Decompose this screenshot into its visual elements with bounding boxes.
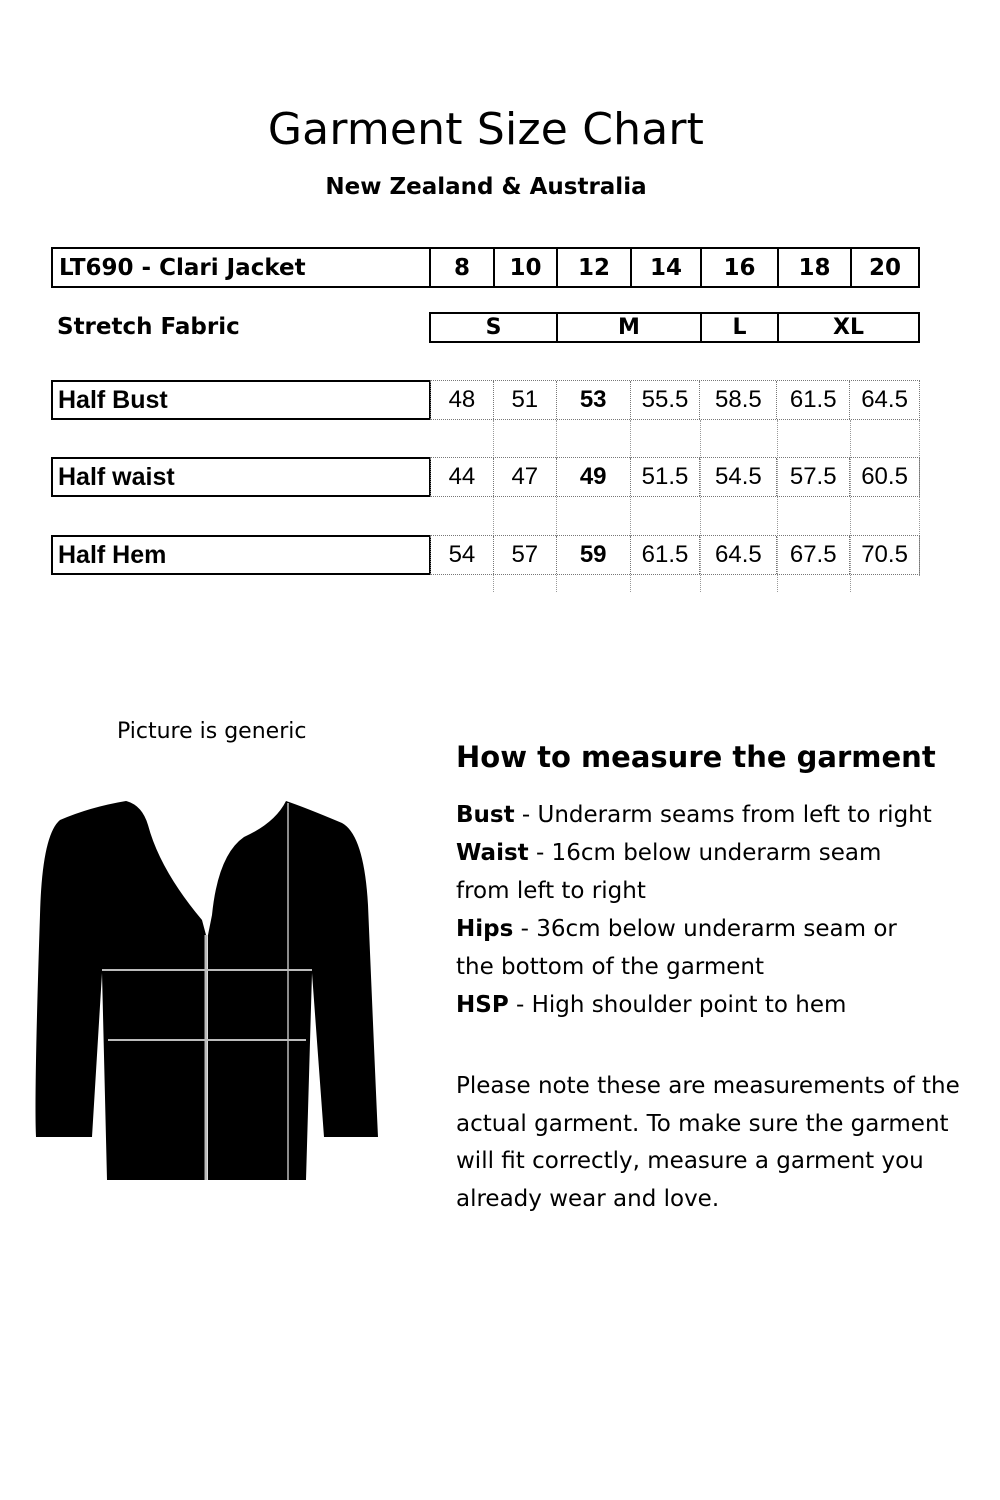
definition-hips: [456, 910, 926, 986]
definition-bust: [456, 796, 976, 834]
value-cell: 61.5: [630, 536, 700, 574]
measurement-note: Please note these are measurements of the actual garment. To make sure the garment will fit correctly, measure a garment you already wear and love.: [456, 1073, 960, 1212]
fit-size-cell: XL: [777, 314, 918, 341]
jacket-right-panel: [208, 801, 378, 1180]
table-row: [430, 380, 920, 420]
definition-text: - 36cm below underarm seam or the bottom of the garment: [456, 916, 897, 980]
fit-size-cell: M: [556, 314, 700, 341]
measure-label-box: [51, 457, 431, 497]
value-cell: 53: [556, 381, 630, 419]
value-cell: 54.5: [699, 458, 776, 496]
fabric-label: Stretch Fabric: [57, 314, 240, 340]
page-title: Garment Size Chart: [267, 104, 705, 155]
value-cell: 57: [493, 536, 556, 574]
value-cell: 55.5: [630, 381, 700, 419]
definition-hsp: [456, 986, 976, 1024]
table-row: [430, 457, 920, 497]
size-header-cell: 16: [700, 249, 777, 286]
value-cell: 64.5: [699, 536, 776, 574]
value-cell: 60.5: [849, 458, 919, 496]
value-cell: 48: [430, 381, 493, 419]
measure-label-box: [51, 535, 431, 575]
measure-label-box: [51, 380, 431, 420]
page-subtitle: New Zealand & Australia: [325, 174, 647, 200]
value-cell: 51.5: [630, 458, 700, 496]
size-header-cell: 10: [493, 249, 556, 286]
product-name: LT690 - Clari Jacket: [59, 254, 306, 281]
measure-label: Half waist: [58, 462, 175, 491]
definition-text: - 16cm below underarm seam from left to right: [456, 840, 882, 904]
value-cell: 57.5: [776, 458, 849, 496]
value-cell: 51: [493, 381, 556, 419]
size-header-cell: 18: [777, 249, 850, 286]
value-cell: 58.5: [699, 381, 776, 419]
product-label-box: [51, 247, 431, 288]
definition-term: Bust: [456, 802, 515, 828]
jacket-left-panel: [36, 801, 207, 1180]
value-cell: 67.5: [776, 536, 849, 574]
size-header-cell: 14: [630, 249, 700, 286]
value-cell: 59: [556, 536, 630, 574]
value-cell: 49: [556, 458, 630, 496]
measure-label: Half Hem: [58, 540, 167, 569]
fit-size-cell: S: [429, 314, 556, 341]
size-header-cell: 12: [556, 249, 630, 286]
definition-waist: [456, 834, 926, 910]
definition-term: HSP: [456, 992, 509, 1018]
definition-text: - Underarm seams from left to right: [514, 802, 932, 828]
fit-size-row: [429, 312, 920, 343]
value-cell: 70.5: [849, 536, 919, 574]
size-header-cell: 8: [429, 249, 493, 286]
size-header-row: [429, 247, 920, 288]
how-to-title: How to measure the garment: [456, 740, 936, 774]
value-cell: 54: [430, 536, 493, 574]
size-header-cell: 20: [850, 249, 918, 286]
definition-text: - High shoulder point to hem: [508, 992, 847, 1018]
definition-term: Hips: [456, 916, 514, 942]
definition-term: Waist: [456, 840, 529, 866]
value-cell: 47: [493, 458, 556, 496]
fit-size-cell: L: [700, 314, 777, 341]
measure-label: Half Bust: [58, 385, 168, 414]
jacket-icon: [30, 795, 390, 1190]
picture-caption: Picture is generic: [117, 719, 307, 744]
value-cell: 61.5: [776, 381, 849, 419]
table-row: [430, 535, 920, 575]
value-cell: 44: [430, 458, 493, 496]
value-cell: 64.5: [849, 381, 919, 419]
